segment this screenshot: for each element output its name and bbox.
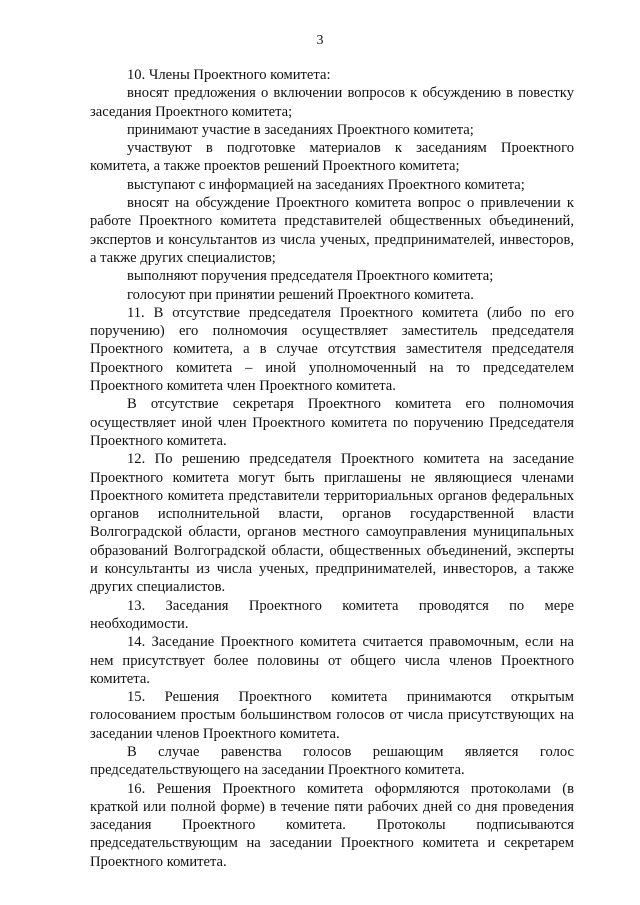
paragraph-13: 13. Заседания Проектного комитета проводятся по мере необходимости. (90, 597, 574, 632)
paragraph-15-tie: В случае равенства голосов решающим является голос председательствующего на заседании Проектного комитета. (90, 743, 574, 779)
page-number: 3 (316, 33, 324, 48)
paragraph-10-item-involvement: вносят на обсуждение Проектного комитета вопрос о привлечении к работе Проектного комитета представителей общественных объединений, экспертов и консультантов из числа ученых, предпринимателей, инвесторов, а также других специалистов; (90, 195, 574, 266)
paragraph-11: 11. В отсутствие председателя Проектного комитета (либо по его поручению) его полномочия осуществляет заместитель председателя Проектного комитета, а в случае отсутствия заместителя председателя Проектного комитета – иной уполномоченный на то председателем Проектного комитета член Проектного комитета. (90, 304, 574, 395)
paragraph-10-item-proposals: вносят предложения о включении вопросов к обсуждению в повестку заседания Проектного комитета; (90, 85, 574, 120)
paragraph-14: 14. Заседание Проектного комитета считается правомочным, если на нем присутствует более половины от общего числа членов Проектного комитета. (90, 634, 574, 687)
paragraph-10-item-voting: голосуют при принятии решений Проектного комитета. (127, 286, 474, 303)
paragraph-10-item-speaking: выступают с информацией на заседаниях Проектного комитета; (127, 176, 525, 193)
paragraph-10-item-preparation: участвуют в подготовке материалов к заседаниям Проектного комитета, а также проектов решений Проектного комитета; (90, 140, 574, 175)
document-body (90, 66, 574, 871)
paragraph-12: 12. По решению председателя Проектного комитета на заседание Проектного комитета могут быть приглашены не являющиеся членами Проектного комитета представители территориальных органов федеральных органов исполнительной власти, органов государственной власти Волгоградской области, органов местного самоуправления муниципальных образований Волгоградской области, общественных объединений, эксперты и консультанты из числа ученых, предпринимателей, инвесторов, а также других специалистов. (90, 451, 574, 596)
paragraph-10-item-participation: принимают участие в заседаниях Проектного комитета; (127, 121, 474, 138)
paragraph-11-secretary: В отсутствие секретаря Проектного комитета его полномочия осуществляет иной член Проектного комитета по поручению Председателя Проектного комитета. (90, 396, 574, 449)
paragraph-10-heading: 10. Члены Проектного комитета: (127, 67, 331, 83)
paragraph-10-item-assignments: выполняют поручения председателя Проектного комитета; (127, 268, 494, 285)
paragraph-15: 15. Решения Проектного комитета принимаются открытым голосованием простым большинством голосов от числа присутствующих на заседании членов Проектного комитета. (90, 689, 574, 742)
paragraph-16: 16. Решения Проектного комитета оформляются протоколами (в краткой или полной форме) в течение пяти рабочих дней со дня проведения заседания Проектного комитета. Протоколы подписываются председательствующим на заседании Проектного комитета и секретарем Проектного комитета. (90, 780, 574, 870)
